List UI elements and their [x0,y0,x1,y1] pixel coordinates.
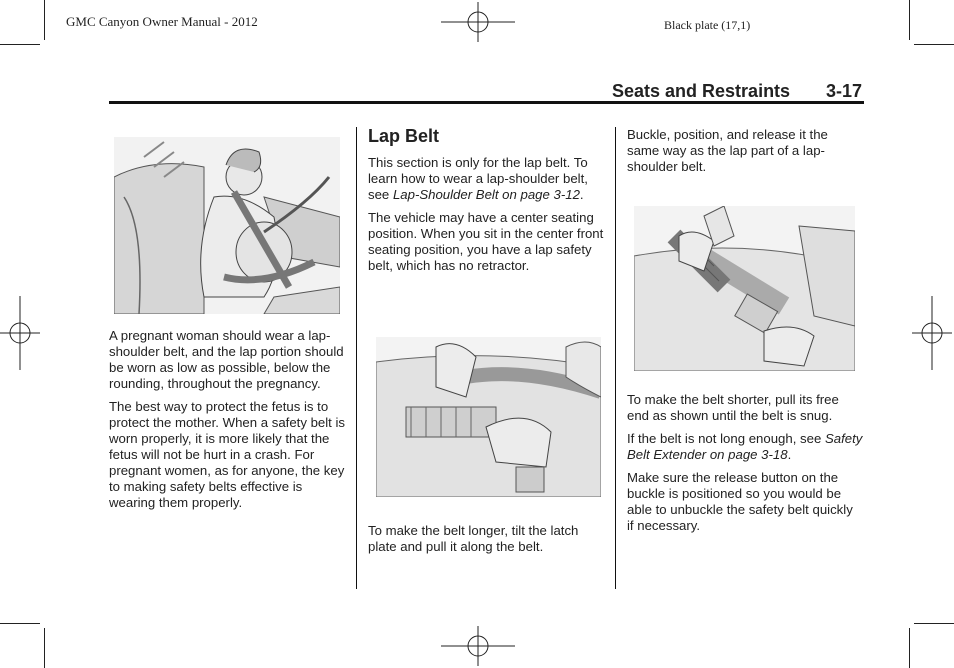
header-rule [109,101,864,104]
crop-mark [44,628,45,668]
paragraph: Buckle, position, and release it the same way as the lap part of a lap-shoulder belt. [627,127,828,174]
cross-reference-link[interactable]: Lap-Shoulder Belt on page 3-12 [392,187,580,202]
column-2-bottom [368,523,606,562]
text: . [579,187,584,202]
crop-mark [0,623,40,624]
figure-caption: To make the belt shorter, pull its free end as shown until the belt is snug. [627,392,839,423]
paragraph [627,431,863,463]
belt-shorten-illustration [634,206,855,371]
figure-caption: A pregnant woman should wear a lap-shoulder belt, and the lap portion should be worn as low as possible, below the rounding, throughout the pregnancy. [109,328,344,391]
registration-mark-icon [0,296,40,370]
crop-mark [909,0,910,40]
latch-plate-illustration [376,337,601,497]
cross-reference-link[interactable]: Safety Belt Extender on page 3-18 [627,431,863,462]
section-title: Seats and Restraints [612,81,791,101]
plate-label: Black plate (17,1) [664,18,751,32]
text: . [787,447,792,462]
crop-mark [909,628,910,668]
crop-mark [914,44,954,45]
paragraph: The vehicle may have a center seating position. When you sit in the center front seating position, you have a lap safety belt, which has no retractor. [368,210,604,273]
column-3-bottom [627,392,863,541]
registration-mark-icon [441,626,515,666]
heading-lap-belt: Lap Belt [368,126,440,146]
registration-mark-icon [912,296,952,370]
figure-caption: To make the belt longer, tilt the latch plate and pull it along the belt. [368,523,579,554]
manual-title: GMC Canyon Owner Manual - 2012 [66,14,258,29]
text: If the belt is not long enough, see [627,431,825,446]
crop-mark [914,623,954,624]
crop-mark [0,44,40,45]
paragraph: The best way to protect the fetus is to protect the mother. When a safety belt is worn properly, it is more likely that the fetus will not be hurt in a crash. For pregnant women, as for anyone, the key to making safety belts effective is wearing them properly. [109,399,346,510]
page-number: 3-17 [826,81,863,101]
column-divider [356,127,357,589]
paragraph: Make sure the release button on the buckle is positioned so you would be able to unbuckle the safety belt quickly if necessary. [627,470,853,533]
column-1 [109,328,349,518]
pregnant-woman-illustration [114,137,340,314]
column-divider [615,127,616,589]
column-3-top [627,127,863,182]
crop-mark [44,0,45,40]
paragraph [368,155,606,203]
text: This section is only for the lap belt. To learn how to wear a lap-shoulder belt, see [368,155,588,202]
column-2-top [368,126,606,281]
registration-mark-icon [441,2,515,42]
